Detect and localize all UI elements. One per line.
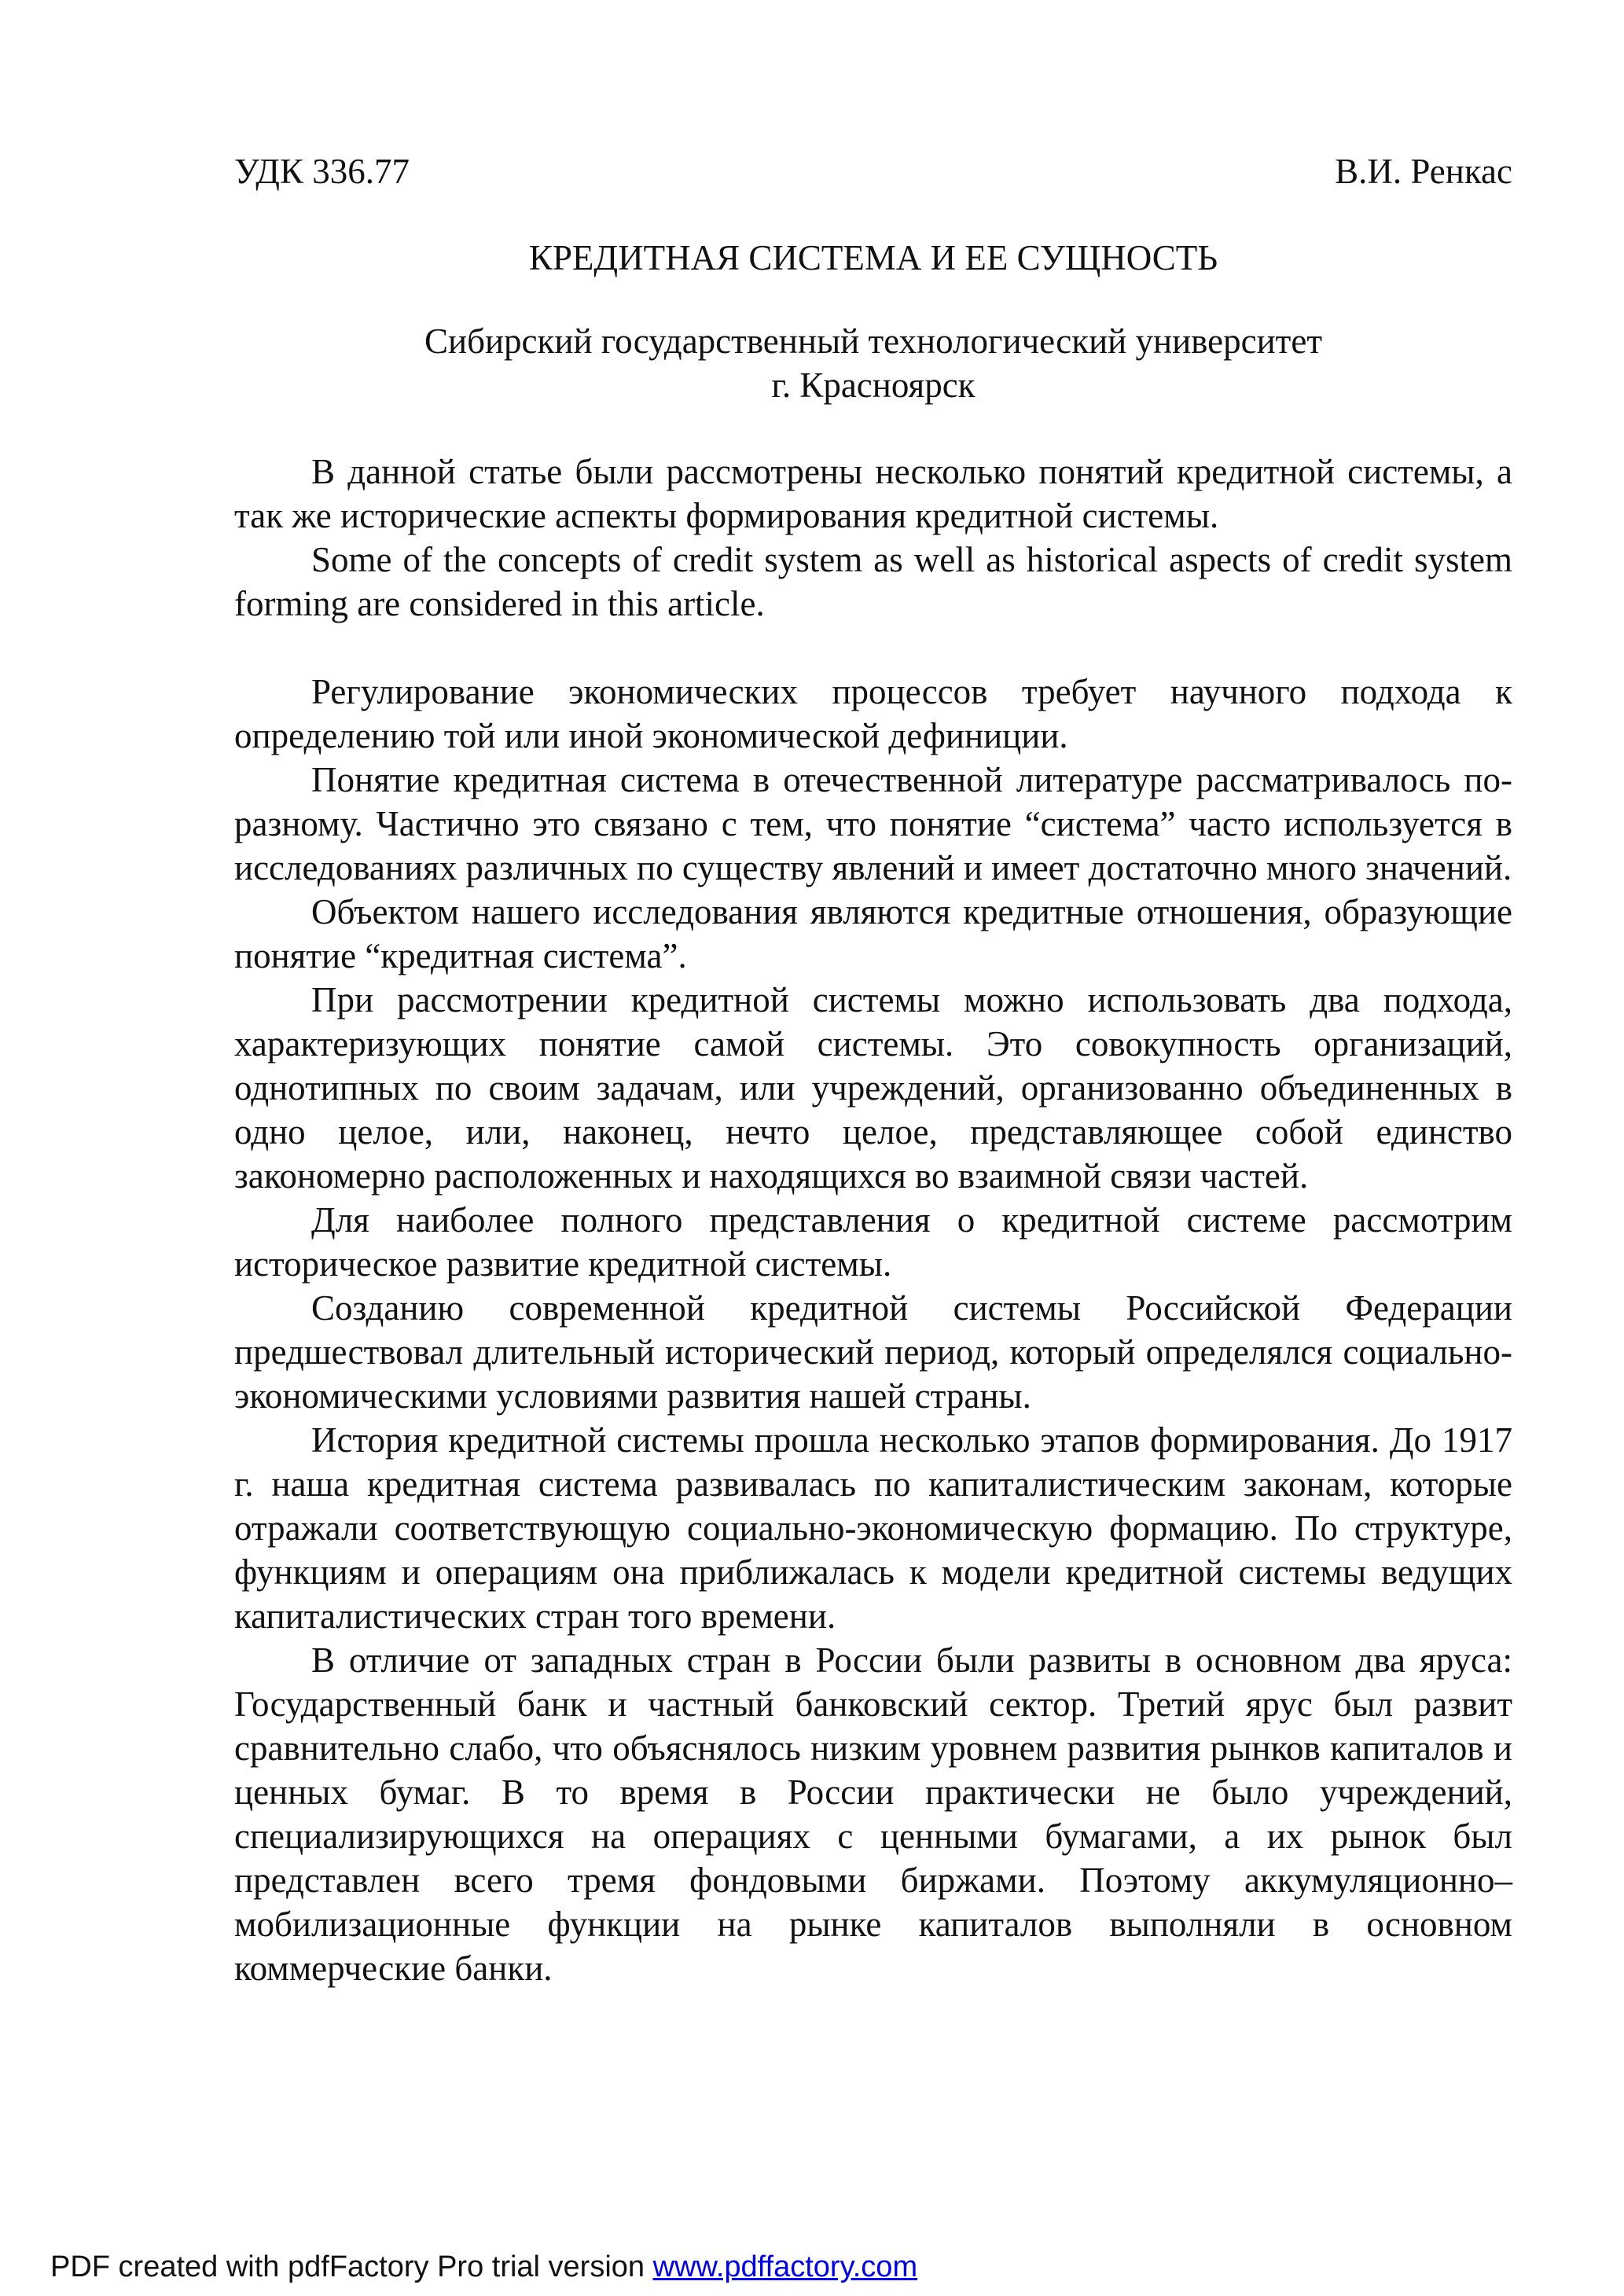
- udk-code: УДК 336.77: [234, 152, 410, 191]
- body-paragraph: Для наиболее полного представления о кредитной системе рассмотрим историческое развитие кредитной системы.: [234, 1200, 1512, 1284]
- author-name: В.И. Ренкас: [1335, 152, 1512, 191]
- institution-name: Сибирский государственный технологический университет: [424, 321, 1322, 361]
- body-paragraph: При рассмотрении кредитной системы можно использовать два подхода, характеризующих понятие самой системы. Это совокупность организаций, однотипных по своим задачам, или учреждений, организованно объединенных в одно целое, или, наконец, нечто целое, представляющее собой единство закономерно расположенных и находящихся во взаимной связи частей.: [234, 980, 1512, 1196]
- affiliation: [234, 319, 1512, 407]
- pdf-watermark-footer: [50, 2250, 917, 2284]
- body-paragraph: История кредитной системы прошла несколько этапов формирования. До 1917 г. наша кредитная система развивалась по капиталистическим законам, которые отражали соответствующую социально-экономическую формацию. По структуре, функциям и операциям она приближалась к модели кредитной системы ведущих капиталистических стран того времени.: [234, 1420, 1512, 1636]
- article-body: [234, 670, 1512, 1990]
- header-row: [234, 149, 1512, 193]
- body-paragraph: В отличие от западных стран в России были развиты в основном два яруса: Государственный банк и частный банковский сектор. Третий ярус был развит сравнительно слабо, что объяснялось низким уровнем развития рынков капиталов и ценных бумаг. В то время в России практически не было учреждений, специализирующихся на операциях с ценными бумагами, а их рынок был представлен всего тремя фондовыми биржами. Поэтому аккумуляционно–мобилизационные функции на рынке капиталов выполняли в основном коммерческие банки.: [234, 1640, 1512, 1988]
- body-paragraph: Объектом нашего исследования являются кредитные отношения, образующие понятие “кредитная система”.: [234, 892, 1512, 975]
- article-title: КРЕДИТНАЯ СИСТЕМА И ЕЕ СУЩНОСТЬ: [528, 238, 1218, 277]
- body-paragraph: Понятие кредитная система в отечественной литературе рассматривалось по-разному. Частично это связано с тем, что понятие “система” часто используется в исследованиях различных по существу явлений и имеет достаточно много значений.: [234, 760, 1512, 887]
- abstract-ru: В данной статье были рассмотрены несколько понятий кредитной системы, а так же исторические аспекты формирования кредитной системы.: [234, 452, 1512, 535]
- footer-text: PDF created with pdfFactory Pro trial version: [50, 2250, 653, 2283]
- pdffactory-link[interactable]: www.pdffactory.com: [652, 2250, 918, 2283]
- body-paragraph: Созданию современной кредитной системы Российской Федерации предшествовал длительный исторический период, который определялся социально-экономическими условиями развития нашей страны.: [234, 1288, 1512, 1416]
- abstract: [234, 450, 1512, 626]
- body-paragraph: Регулирование экономических процессов требует научного подхода к определению той или иной экономической дефиниции.: [234, 672, 1512, 755]
- city-name: г. Красноярск: [771, 366, 976, 405]
- document-page: [234, 149, 1512, 1990]
- abstract-en: Some of the concepts of credit system as well as historical aspects of credit system forming are considered in this article.: [234, 540, 1512, 623]
